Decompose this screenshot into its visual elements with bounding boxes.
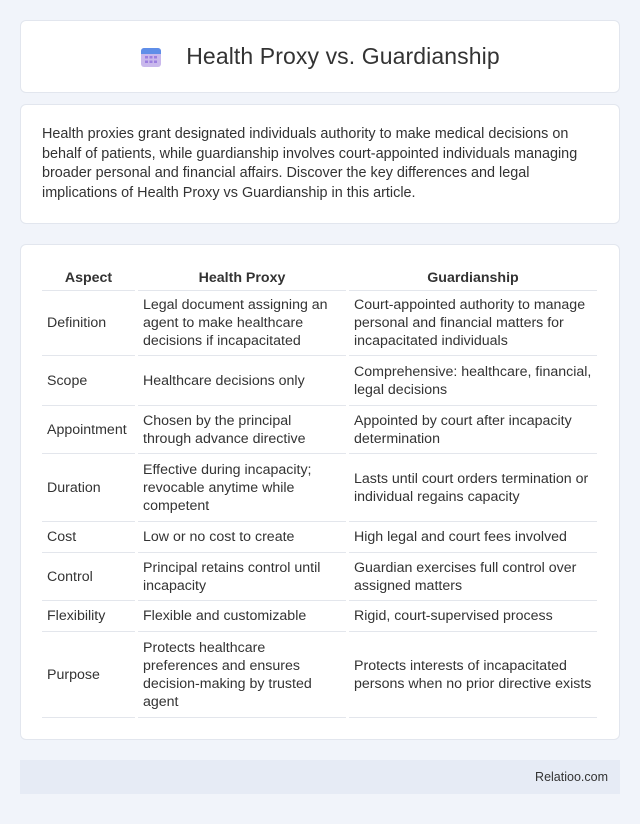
- table-row: [42, 356, 597, 406]
- aspect-cell: Appointment: [42, 406, 135, 454]
- table-row: [42, 291, 597, 356]
- health-proxy-cell: Low or no cost to create: [138, 522, 346, 553]
- aspect-cell: Purpose: [42, 632, 135, 718]
- calendar-icon: [140, 46, 162, 68]
- column-header-guardianship: Guardianship: [349, 266, 597, 291]
- footer-brand[interactable]: Relatioo.com: [535, 770, 608, 784]
- guardianship-cell: Guardian exercises full control over assigned matters: [349, 553, 597, 601]
- comparison-card: [20, 244, 620, 740]
- intro-card: [20, 104, 620, 224]
- table-row: [42, 522, 597, 553]
- health-proxy-cell: Legal document assigning an agent to make healthcare decisions if incapacitated: [138, 291, 346, 356]
- aspect-cell: Control: [42, 553, 135, 601]
- title-card: [20, 20, 620, 93]
- page-title: Health Proxy vs. Guardianship: [186, 43, 500, 69]
- guardianship-cell: Lasts until court orders termination or individual regains capacity: [349, 454, 597, 522]
- guardianship-cell: Appointed by court after incapacity determination: [349, 406, 597, 454]
- aspect-cell: Definition: [42, 291, 135, 356]
- health-proxy-cell: Effective during incapacity; revocable anytime while competent: [138, 454, 346, 522]
- footer: [20, 760, 620, 794]
- intro-text: Health proxies grant designated individuals authority to make medical decisions on behalf of patients, while guardianship involves court-appointed individuals managing broader personal and financial affairs. Discover the key differences and legal implications of Health Proxy vs Guardianship in this article.: [42, 126, 578, 201]
- column-header-aspect: Aspect: [42, 266, 135, 291]
- table-row: [42, 553, 597, 601]
- guardianship-cell: High legal and court fees involved: [349, 522, 597, 553]
- table-row: [42, 454, 597, 522]
- aspect-cell: Cost: [42, 522, 135, 553]
- table-row: [42, 406, 597, 454]
- health-proxy-cell: Protects healthcare preferences and ensures decision-making by trusted agent: [138, 632, 346, 718]
- health-proxy-cell: Chosen by the principal through advance directive: [138, 406, 346, 454]
- table-row: [42, 601, 597, 632]
- health-proxy-cell: Principal retains control until incapacity: [138, 553, 346, 601]
- guardianship-cell: Court-appointed authority to manage personal and financial matters for incapacitated individuals: [349, 291, 597, 356]
- comparison-table: [39, 266, 600, 718]
- table-row: [42, 632, 597, 718]
- health-proxy-cell: Flexible and customizable: [138, 601, 346, 632]
- table-header-row: [42, 266, 597, 291]
- guardianship-cell: Protects interests of incapacitated persons when no prior directive exists: [349, 632, 597, 718]
- aspect-cell: Flexibility: [42, 601, 135, 632]
- aspect-cell: Duration: [42, 454, 135, 522]
- guardianship-cell: Rigid, court-supervised process: [349, 601, 597, 632]
- column-header-health-proxy: Health Proxy: [138, 266, 346, 291]
- guardianship-cell: Comprehensive: healthcare, financial, legal decisions: [349, 356, 597, 406]
- health-proxy-cell: Healthcare decisions only: [138, 356, 346, 406]
- aspect-cell: Scope: [42, 356, 135, 406]
